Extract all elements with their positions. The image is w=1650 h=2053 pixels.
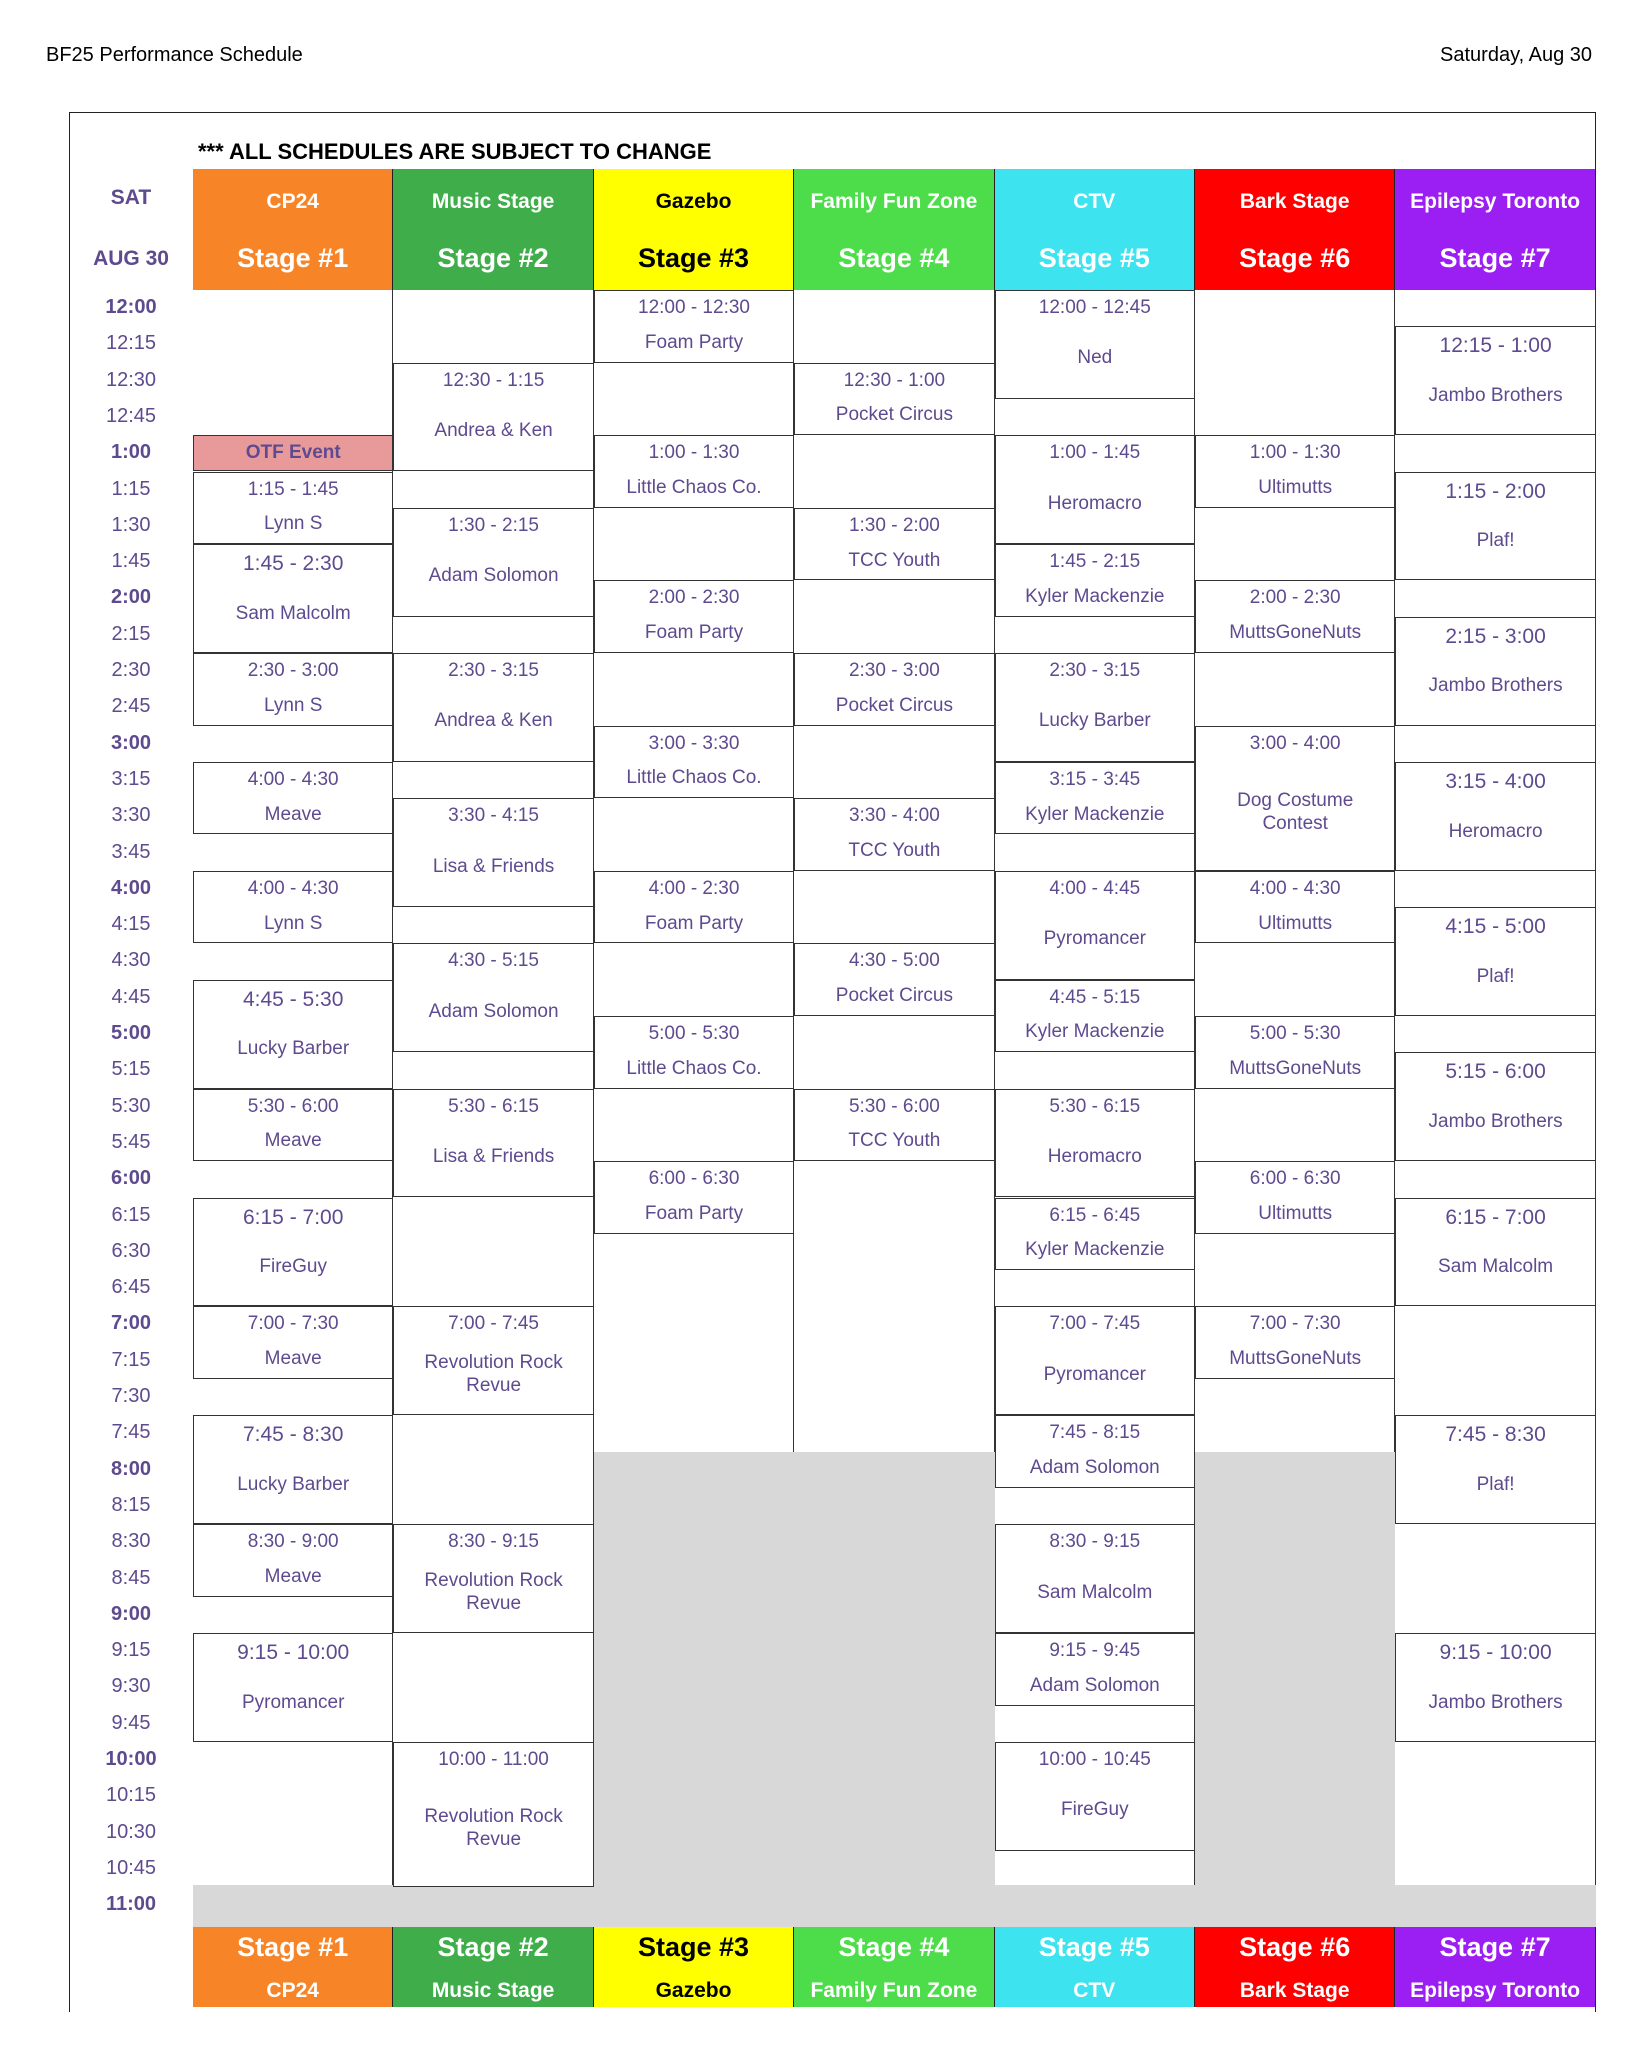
slot-time: 4:15 - 5:00 [1445, 915, 1546, 939]
performance-slot [995, 435, 1195, 544]
slot-time: 4:45 - 5:15 [1049, 986, 1141, 1008]
stage-number-header: Stage #2 [393, 226, 593, 290]
otf-event-slot [193, 435, 393, 471]
slot-time: 2:00 - 2:30 [1249, 587, 1341, 609]
slot-time: 12:30 - 1:00 [843, 369, 946, 391]
time-label: 5:15 [111, 1058, 151, 1081]
slot-time: 6:15 - 7:00 [242, 1205, 344, 1229]
time-label: 7:15 [111, 1348, 151, 1371]
slot-performer: Jambo Brothers [1428, 384, 1563, 406]
slot-performer: Foam Party [644, 622, 744, 644]
slot-performer: Kyler Mackenzie [1025, 1239, 1165, 1261]
time-label: 1:45 [111, 550, 151, 573]
time-label: 10:15 [105, 1784, 157, 1807]
time-label: 6:45 [111, 1276, 151, 1299]
performance-slot [193, 653, 393, 726]
slot-time: 4:30 - 5:15 [448, 950, 539, 972]
stage-number-footer: Stage #2 [393, 1927, 593, 1967]
slot-time: 5:30 - 6:00 [247, 1095, 339, 1117]
performance-slot [794, 363, 994, 436]
stage-venue-header: CTV [995, 169, 1195, 226]
slot-time: 3:30 - 4:00 [848, 805, 940, 827]
performance-slot [995, 544, 1195, 617]
slot-performer: Kyler Mackenzie [1025, 585, 1165, 607]
slot-performer: Meave [264, 803, 322, 825]
stage-venue-header: Family Fun Zone [794, 169, 994, 226]
performance-slot [1195, 1016, 1395, 1089]
performance-slot [594, 1161, 794, 1234]
slot-time: 2:30 - 3:15 [448, 660, 539, 681]
performance-slot [594, 290, 794, 363]
slot-performer: MuttsGoneNuts [1229, 622, 1362, 644]
slot-time: 6:15 - 6:45 [1049, 1204, 1141, 1226]
slot-performer: TCC Youth [848, 549, 941, 571]
slot-performer: Lisa & Friends [432, 1146, 555, 1168]
slot-performer: Adam Solomon [428, 565, 559, 587]
slot-time: 12:00 - 12:45 [1038, 297, 1151, 318]
time-label: 6:15 [111, 1203, 151, 1226]
performance-slot [1395, 762, 1595, 871]
stage-number-footer: Stage #1 [193, 1927, 393, 1967]
performance-slot [995, 653, 1195, 762]
slot-performer: Andrea & Ken [434, 420, 553, 442]
slot-time: 12:15 - 1:00 [1439, 334, 1552, 358]
slot-performer: Pocket Circus [835, 404, 953, 426]
slot-time: 7:00 - 7:30 [247, 1313, 339, 1335]
time-label: 2:15 [111, 622, 151, 645]
slot-performer: Ultimutts [1258, 1202, 1333, 1224]
performance-slot [995, 1742, 1195, 1851]
performance-slot [1395, 1052, 1595, 1161]
slot-performer: FireGuy [259, 1256, 327, 1278]
slot-performer: Foam Party [644, 1202, 744, 1224]
performance-slot [995, 762, 1195, 835]
time-label: 7:45 [111, 1421, 151, 1444]
time-label: 8:00 [110, 1457, 152, 1480]
slot-time: 3:00 - 3:30 [648, 732, 740, 754]
time-label: 9:00 [110, 1602, 152, 1625]
performance-slot [393, 798, 593, 907]
slot-performer: MuttsGoneNuts [1229, 1057, 1362, 1079]
slot-time: 7:00 - 7:45 [448, 1313, 539, 1335]
time-label: 4:00 [110, 876, 152, 899]
performance-slot [594, 435, 794, 508]
time-label: 3:15 [111, 767, 151, 790]
time-label: 5:00 [110, 1022, 152, 1044]
slot-performer: Lynn S [263, 513, 323, 535]
performance-slot [1395, 326, 1595, 435]
unscheduled-area [393, 1885, 593, 1927]
performance-slot [1195, 1161, 1395, 1234]
unscheduled-area [594, 1452, 794, 1927]
performance-slot [193, 762, 393, 835]
slot-performer: Meave [264, 1130, 322, 1152]
slot-time: 4:00 - 4:30 [1249, 877, 1341, 899]
stage-number-header: Stage #5 [995, 226, 1195, 290]
slot-performer: Kyler Mackenzie [1025, 1021, 1165, 1043]
slot-time: 1:15 - 2:00 [1445, 479, 1546, 503]
slot-performer: Adam Solomon [1029, 1457, 1160, 1479]
unscheduled-area [193, 1885, 393, 1927]
slot-time: 7:45 - 8:15 [1049, 1422, 1141, 1444]
time-label: 3:00 [110, 731, 152, 754]
slot-time: 3:00 - 4:00 [1249, 732, 1341, 754]
slot-performer: Heromacro [1448, 820, 1543, 842]
stage-venue-footer: Epilepsy Toronto [1395, 1967, 1595, 2007]
performance-slot [1395, 472, 1595, 581]
stage-number-footer: Stage #3 [594, 1927, 794, 1967]
stage-number-header: Stage #4 [794, 226, 994, 290]
day-date: AUG 30 [93, 247, 169, 270]
slot-time: 8:30 - 9:15 [448, 1531, 539, 1553]
slot-time: 2:30 - 3:00 [848, 660, 940, 681]
performance-slot [393, 1306, 593, 1415]
empty-slot-area [794, 290, 994, 1488]
time-label: 1:00 [110, 441, 152, 464]
time-label: 8:45 [111, 1566, 151, 1589]
performance-slot [995, 871, 1195, 980]
slot-performer: Pyromancer [241, 1691, 345, 1713]
slot-performer: Ned [1077, 347, 1113, 369]
performance-slot [995, 290, 1195, 399]
performance-slot [995, 1415, 1195, 1488]
performance-slot [594, 726, 794, 799]
time-label: 7:00 [110, 1312, 152, 1335]
unscheduled-area [995, 1885, 1195, 1927]
slot-time: 5:30 - 6:15 [448, 1095, 539, 1117]
unscheduled-area [1195, 1452, 1395, 1927]
time-label: 10:00 [105, 1748, 157, 1770]
slot-performer: Plaf! [1476, 1473, 1515, 1495]
performance-slot [193, 1633, 393, 1742]
slot-performer: Jambo Brothers [1428, 675, 1563, 697]
document-title: BF25 Performance Schedule [46, 44, 303, 66]
slot-time: 5:15 - 6:00 [1445, 1060, 1546, 1084]
stage-number-footer: Stage #5 [995, 1927, 1195, 1967]
performance-slot [1195, 726, 1395, 871]
performance-slot [995, 1633, 1195, 1706]
slot-time: 2:15 - 3:00 [1445, 624, 1546, 648]
stage-venue-header: Music Stage [393, 169, 593, 226]
slot-time: 4:00 - 2:30 [648, 877, 740, 899]
slot-time: 10:00 - 10:45 [1038, 1749, 1151, 1770]
slot-time: 7:45 - 8:30 [1445, 1423, 1546, 1447]
performance-slot [193, 1198, 393, 1307]
slot-performer: Pyromancer [1043, 1363, 1146, 1385]
slot-performer: Sam Malcolm [1438, 1256, 1554, 1278]
slot-performer: Pocket Circus [835, 694, 953, 716]
time-label: 9:15 [111, 1639, 151, 1662]
performance-slot [1395, 1415, 1595, 1524]
slot-time: 1:00 - 1:30 [648, 442, 740, 464]
slot-performer: Revolution Rock Revue [424, 1806, 563, 1850]
event-label: OTF Event [245, 441, 341, 463]
slot-time: 1:00 - 1:45 [1049, 442, 1141, 464]
slot-time: 2:30 - 3:15 [1049, 660, 1141, 681]
performance-slot [1195, 580, 1395, 653]
slot-time: 9:15 - 10:00 [1439, 1641, 1552, 1665]
slot-time: 10:00 - 11:00 [438, 1749, 549, 1770]
slot-performer: TCC Youth [848, 839, 941, 861]
stage-venue-footer: Music Stage [393, 1967, 593, 2007]
slot-time: 4:00 - 4:45 [1049, 877, 1141, 899]
slot-time: 4:00 - 4:30 [247, 877, 339, 899]
time-label: 5:45 [111, 1130, 151, 1153]
time-label: 5:30 [111, 1094, 151, 1117]
time-label: 12:30 [105, 368, 157, 391]
slot-time: 1:30 - 2:00 [848, 514, 940, 536]
slot-performer: Dog Costume Contest [1237, 789, 1354, 834]
time-label: 10:45 [105, 1856, 157, 1879]
slot-time: 9:15 - 9:45 [1049, 1640, 1141, 1662]
stage-venue-footer: Gazebo [594, 1967, 794, 2007]
performance-slot [594, 580, 794, 653]
unscheduled-area [794, 1452, 994, 1927]
schedule-notice: *** ALL SCHEDULES ARE SUBJECT TO CHANGE [198, 139, 712, 164]
slot-performer: Little Chaos Co. [626, 767, 762, 789]
slot-performer: Foam Party [644, 912, 744, 934]
slot-time: 3:15 - 4:00 [1445, 769, 1546, 793]
performance-slot [995, 980, 1195, 1053]
slot-performer: Lucky Barber [237, 1473, 350, 1495]
slot-performer: Kyler Mackenzie [1025, 803, 1165, 825]
slot-performer: Heromacro [1047, 492, 1142, 514]
stage-number-footer: Stage #4 [794, 1927, 994, 1967]
slot-performer: Foam Party [644, 331, 744, 353]
slot-time: 4:30 - 5:00 [848, 950, 940, 972]
performance-slot [1395, 1633, 1595, 1742]
slot-performer: Jambo Brothers [1428, 1110, 1563, 1132]
performance-slot [594, 1016, 794, 1089]
slot-performer: Andrea & Ken [434, 710, 553, 732]
slot-time: 7:00 - 7:45 [1049, 1313, 1141, 1335]
performance-slot [1395, 907, 1595, 1016]
slot-performer: Sam Malcolm [235, 602, 351, 624]
time-label: 11:00 [105, 1893, 157, 1916]
time-label: 3:45 [111, 840, 151, 863]
performance-slot [193, 544, 393, 653]
time-label: 6:30 [111, 1239, 151, 1262]
slot-time: 7:00 - 7:30 [1249, 1313, 1341, 1335]
slot-performer: Lucky Barber [237, 1038, 350, 1060]
performance-slot [995, 1306, 1195, 1415]
time-label: 2:30 [111, 659, 151, 681]
slot-performer: Heromacro [1047, 1146, 1142, 1168]
slot-time: 3:30 - 4:15 [448, 805, 539, 827]
stage-venue-footer: CTV [995, 1967, 1195, 2007]
slot-performer: Lisa & Friends [432, 855, 555, 877]
time-label: 2:00 [110, 586, 152, 609]
time-label: 7:30 [111, 1385, 151, 1407]
stage-venue-header: Epilepsy Toronto [1395, 169, 1595, 226]
performance-slot [1195, 435, 1395, 508]
slot-time: 5:00 - 5:30 [1249, 1023, 1341, 1044]
performance-slot [393, 1089, 593, 1198]
slot-time: 2:00 - 2:30 [648, 587, 740, 609]
performance-slot [393, 653, 593, 762]
time-label: 12:00 [105, 296, 157, 318]
performance-slot [393, 943, 593, 1052]
slot-performer: Pyromancer [1043, 928, 1146, 950]
slot-performer: FireGuy [1061, 1799, 1129, 1821]
time-label: 10:30 [105, 1820, 157, 1843]
stage-venue-footer: CP24 [193, 1967, 393, 2007]
stage-number-header: Stage #7 [1395, 226, 1595, 290]
slot-performer: Lynn S [263, 912, 323, 934]
performance-slot [193, 1415, 393, 1524]
slot-performer: Lynn S [263, 694, 323, 716]
slot-time: 4:45 - 5:30 [242, 987, 344, 1011]
slot-time: 1:15 - 1:45 [247, 478, 339, 500]
slot-time: 1:30 - 2:15 [448, 514, 539, 536]
performance-slot [193, 1524, 393, 1597]
slot-time: 7:45 - 8:30 [242, 1423, 344, 1447]
performance-slot [393, 1524, 593, 1633]
performance-slot [193, 1306, 393, 1379]
time-label: 4:30 [111, 949, 151, 972]
performance-slot [193, 871, 393, 944]
slot-performer: Sam Malcolm [1037, 1581, 1153, 1603]
slot-performer: Meave [264, 1348, 322, 1370]
slot-performer: Revolution Rock Revue [424, 1352, 563, 1397]
performance-slot [393, 363, 593, 472]
slot-time: 5:30 - 6:00 [848, 1095, 940, 1117]
performance-slot [794, 798, 994, 871]
performance-slot [193, 1089, 393, 1162]
performance-slot [794, 943, 994, 1016]
performance-slot [794, 1089, 994, 1162]
stage-venue-header: Bark Stage [1195, 169, 1395, 226]
slot-performer: Adam Solomon [428, 1000, 559, 1022]
slot-time: 3:15 - 3:45 [1049, 768, 1141, 790]
stage-number-footer: Stage #7 [1395, 1927, 1595, 1967]
stage-number-header: Stage #1 [193, 226, 393, 290]
time-label: 12:15 [105, 332, 157, 355]
slot-time: 5:30 - 6:15 [1049, 1095, 1141, 1117]
slot-time: 6:00 - 6:30 [648, 1168, 740, 1190]
performance-slot [393, 1742, 593, 1887]
time-label: 4:45 [111, 985, 151, 1008]
time-label: 9:30 [111, 1675, 151, 1698]
slot-performer: Little Chaos Co. [626, 1057, 762, 1079]
slot-time: 12:30 - 1:15 [442, 369, 545, 391]
performance-slot [995, 1524, 1195, 1633]
time-label: 3:30 [111, 804, 151, 827]
slot-performer: Little Chaos Co. [626, 476, 762, 498]
slot-performer: Lucky Barber [1038, 710, 1151, 732]
time-label: 8:15 [111, 1493, 151, 1516]
time-label: 4:15 [111, 913, 151, 936]
stage-venue-header: CP24 [193, 169, 393, 226]
stage-venue-footer: Family Fun Zone [794, 1967, 994, 2007]
performance-slot [1395, 1198, 1595, 1307]
slot-time: 4:00 - 4:30 [247, 768, 339, 790]
stage-number-header: Stage #3 [594, 226, 794, 290]
slot-performer: Meave [264, 1565, 322, 1587]
slot-time: 5:00 - 5:30 [648, 1023, 740, 1044]
slot-time: 8:30 - 9:15 [1049, 1531, 1141, 1553]
slot-performer: Ultimutts [1258, 912, 1333, 934]
slot-performer: Plaf! [1476, 965, 1515, 987]
performance-slot [193, 472, 393, 545]
slot-performer: Revolution Rock Revue [424, 1570, 563, 1615]
slot-time: 6:00 - 6:30 [1249, 1168, 1341, 1190]
slot-time: 2:30 - 3:00 [247, 660, 339, 681]
unscheduled-area [1395, 1885, 1595, 1927]
slot-performer: Jambo Brothers [1428, 1691, 1563, 1713]
time-label: 2:45 [111, 695, 151, 718]
slot-time: 1:45 - 2:15 [1049, 551, 1141, 573]
performance-slot [995, 1198, 1195, 1271]
slot-time: 8:30 - 9:00 [247, 1531, 339, 1553]
slot-performer: Adam Solomon [1029, 1674, 1160, 1696]
performance-slot [594, 871, 794, 944]
performance-slot [995, 1089, 1195, 1198]
slot-performer: Pocket Circus [835, 985, 953, 1007]
time-label: 1:15 [111, 477, 151, 500]
slot-time: 6:15 - 7:00 [1445, 1205, 1546, 1229]
day-weekday: SAT [110, 186, 152, 209]
stage-number-header: Stage #6 [1195, 226, 1395, 290]
slot-performer: MuttsGoneNuts [1229, 1348, 1362, 1370]
time-label: 1:30 [111, 513, 151, 536]
time-label: 9:45 [111, 1711, 151, 1734]
time-label: 8:30 [111, 1530, 151, 1553]
performance-slot [1395, 617, 1595, 726]
document-date: Saturday, Aug 30 [1440, 44, 1592, 66]
time-label: 6:00 [110, 1167, 152, 1190]
time-label: 12:45 [105, 404, 157, 427]
slot-performer: Plaf! [1476, 530, 1515, 552]
performance-slot [1195, 1306, 1395, 1379]
slot-time: 9:15 - 10:00 [237, 1641, 350, 1665]
performance-slot [794, 508, 994, 581]
slot-time: 12:00 - 12:30 [638, 297, 750, 318]
performance-slot [1195, 871, 1395, 944]
slot-time: 1:45 - 2:30 [242, 552, 344, 576]
stage-venue-header: Gazebo [594, 169, 794, 226]
slot-performer: TCC Youth [848, 1130, 941, 1152]
performance-slot [794, 653, 994, 726]
performance-slot [193, 980, 393, 1089]
stage-number-footer: Stage #6 [1195, 1927, 1395, 1967]
slot-time: 1:00 - 1:30 [1249, 442, 1341, 464]
stage-venue-footer: Bark Stage [1195, 1967, 1395, 2007]
slot-performer: Ultimutts [1258, 476, 1333, 498]
performance-slot [393, 508, 593, 617]
